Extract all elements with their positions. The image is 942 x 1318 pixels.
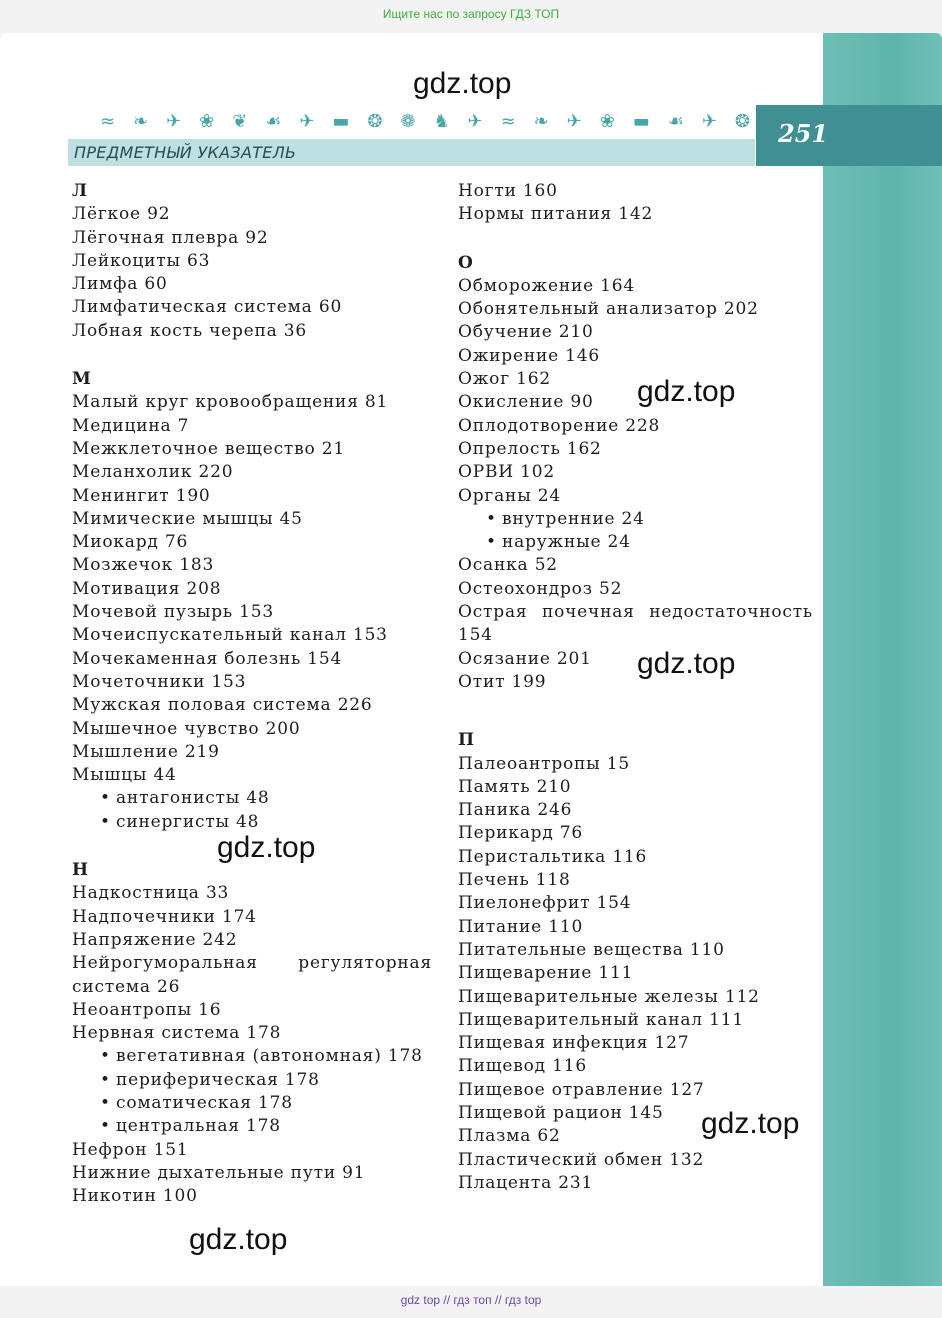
dolphin-icon: ≈ (500, 110, 516, 132)
index-entry: Нормы питания 142 (458, 204, 654, 225)
index-subentry: • наружные 24 (458, 531, 813, 554)
index-entry: Медицина 7 (72, 415, 190, 436)
index-entry: Перикард 76 (458, 823, 584, 844)
sidebar-decor (823, 33, 942, 1286)
insect-icon: ❀ (199, 110, 215, 132)
index-entry: Пищевод 116 (458, 1056, 587, 1077)
bottom-note: gdz top // гдз топ // гдз top (400, 1293, 542, 1307)
index-entry: Мышление 219 (72, 741, 220, 762)
index-entry: Лимфатическая система 60 (72, 297, 343, 318)
index-entry: Менингит 190 (72, 485, 211, 506)
index-column-left (72, 180, 432, 1208)
index-entry: Память 210 (458, 776, 572, 797)
index-entry: Нефрон 151 (72, 1139, 189, 1160)
top-note: Ищите нас по запросу ГДЗ ТОП (382, 7, 560, 21)
bird-icon: ✈ (299, 110, 315, 132)
index-entry: Мимические мышцы 45 (72, 508, 303, 529)
index-column-right (458, 180, 813, 1195)
index-entry: Надкостница 33 (72, 883, 230, 904)
index-entry: Миокард 76 (72, 532, 189, 553)
index-entry: Ожог 162 (458, 369, 551, 390)
index-entry: Пиелонефрит 154 (458, 893, 632, 914)
index-entry: Неоантропы 16 (72, 999, 222, 1020)
index-letter: Л (72, 181, 88, 201)
index-subentry: • периферическая 178 (72, 1069, 432, 1092)
index-entry: Лёгкое 92 (72, 204, 171, 225)
index-entry: Мочекаменная болезнь 154 (72, 648, 343, 669)
watermark: gdz.top (637, 375, 736, 408)
index-entry: Печень 118 (458, 870, 571, 891)
index-entry: Отит 199 (458, 671, 547, 692)
index-entry: Лимфа 60 (72, 274, 168, 295)
kangaroo-icon: ☙ (667, 110, 684, 132)
index-entry: Межклеточное вещество 21 (72, 438, 345, 459)
bird-icon: ✈ (566, 110, 582, 132)
watermark: gdz.top (637, 647, 736, 680)
index-entry: Остеохондроз 52 (458, 578, 623, 599)
butterfly-icon: ❂ (734, 110, 750, 132)
bird-icon: ✈ (467, 110, 483, 132)
index-entry: Мужская половая система 226 (72, 695, 373, 716)
index-entry: Осанка 52 (458, 555, 558, 576)
page-number-tab (756, 105, 942, 166)
index-entry: Надпочечники 174 (72, 906, 257, 927)
index-entry: Плазма 62 (458, 1126, 561, 1147)
index-entry: Питательные вещества 110 (458, 939, 725, 960)
index-entry: Обморожение 164 (458, 275, 636, 296)
index-entry: Мочеточники 153 (72, 671, 247, 692)
watermark: gdz.top (413, 67, 512, 100)
index-entry: Обонятельный анализатор 202 (458, 299, 759, 320)
index-entry: Малый круг кровообращения 81 (72, 392, 389, 413)
horse-icon: ♞ (433, 110, 450, 132)
index-entry: Меланхолик 220 (72, 462, 234, 483)
index-entry: Нижние дыхательные пути 91 (72, 1162, 366, 1183)
index-entry: Ногти 160 (458, 181, 558, 201)
index-letter: Н (72, 860, 89, 881)
index-subentry: • центральная 178 (72, 1115, 432, 1138)
index-entry: ОРВИ 102 (458, 462, 555, 483)
index-entry: Пищевое отравление 127 (458, 1079, 705, 1100)
index-entry: Мотивация 208 (72, 578, 222, 599)
index-letter: М (72, 369, 91, 390)
index-entry: Мышечное чувство 200 (72, 718, 301, 739)
bird-icon: ✈ (166, 110, 182, 132)
index-entry: Острая почечная недостаточность (458, 602, 813, 623)
index-entry: Осязание 201 (458, 648, 592, 669)
index-entry: Пищевой рацион 145 (458, 1102, 664, 1123)
index-entry: Пластический обмен 132 (458, 1149, 705, 1170)
bird-icon: ✈ (701, 110, 717, 132)
index-entry: Мочеиспускательный канал 153 (72, 625, 388, 646)
index-subentry: • синергисты 48 (72, 811, 432, 834)
bison-icon: ▬ (332, 110, 350, 132)
index-entry: Перистальтика 116 (458, 846, 648, 867)
butterfly-icon: ❂ (367, 110, 383, 132)
index-entry: 154 (458, 625, 493, 646)
index-entry: Питание 110 (458, 916, 584, 937)
index-entry: Ожирение 146 (458, 345, 601, 366)
section-title: ПРЕДМЕТНЫЙ УКАЗАТЕЛЬ (74, 143, 297, 162)
index-entry: Органы 24 (458, 485, 561, 506)
insect-icon: ❀ (599, 110, 615, 132)
index-subentry: • вегетативная (автономная) 178 (72, 1045, 432, 1068)
kangaroo-icon: ☙ (265, 110, 282, 132)
index-subentry: • антагонисты 48 (72, 787, 432, 810)
index-letter: О (458, 252, 473, 273)
animal-border (100, 108, 750, 134)
index-entry: Оплодотворение 228 (458, 415, 661, 436)
index-entry: Пищеварение 111 (458, 963, 634, 984)
index-entry: Пищеварительный канал 111 (458, 1009, 744, 1030)
section-band (68, 139, 755, 166)
watermark: gdz.top (701, 1107, 800, 1140)
index-entry: Пищеварительные железы 112 (458, 986, 760, 1007)
index-entry: Мозжечок 183 (72, 555, 215, 576)
fox-icon: ❧ (533, 110, 549, 132)
index-entry: Мочевой пузырь 153 (72, 602, 275, 623)
index-entry: Плацента 231 (458, 1172, 594, 1193)
index-entry: Окисление 90 (458, 392, 594, 413)
index-entry: Лёгочная плевра 92 (72, 227, 269, 248)
index-entry: Обучение 210 (458, 322, 594, 343)
index-entry: Напряжение 242 (72, 929, 238, 950)
deer-icon: ❦ (232, 110, 248, 132)
scorpion-icon: ❁ (400, 110, 416, 132)
watermark: gdz.top (217, 831, 316, 864)
index-entry: Пищевая инфекция 127 (458, 1033, 690, 1054)
index-entry: Лобная кость черепа 36 (72, 320, 308, 341)
index-subentry: • соматическая 178 (72, 1092, 432, 1115)
page-number: 251 (778, 119, 829, 148)
bison-icon: ▬ (632, 110, 650, 132)
index-entry: Лейкоциты 63 (72, 250, 211, 271)
index-subentry: • внутренние 24 (458, 508, 813, 531)
index-entry: Паника 246 (458, 800, 573, 821)
dolphin-icon: ≈ (100, 110, 116, 132)
index-entry: Никотин 100 (72, 1186, 198, 1207)
index-entry: Мышцы 44 (72, 765, 177, 786)
watermark: gdz.top (189, 1223, 288, 1256)
index-entry: Нервная система 178 (72, 1023, 282, 1044)
index-entry: система 26 (72, 976, 181, 997)
index-letter: П (458, 730, 475, 751)
index-entry: Палеоантропы 15 (458, 753, 630, 774)
fox-icon: ❧ (133, 110, 149, 132)
index-entry: Нейрогуморальная регуляторная (72, 953, 432, 974)
index-entry: Опрелость 162 (458, 438, 602, 459)
